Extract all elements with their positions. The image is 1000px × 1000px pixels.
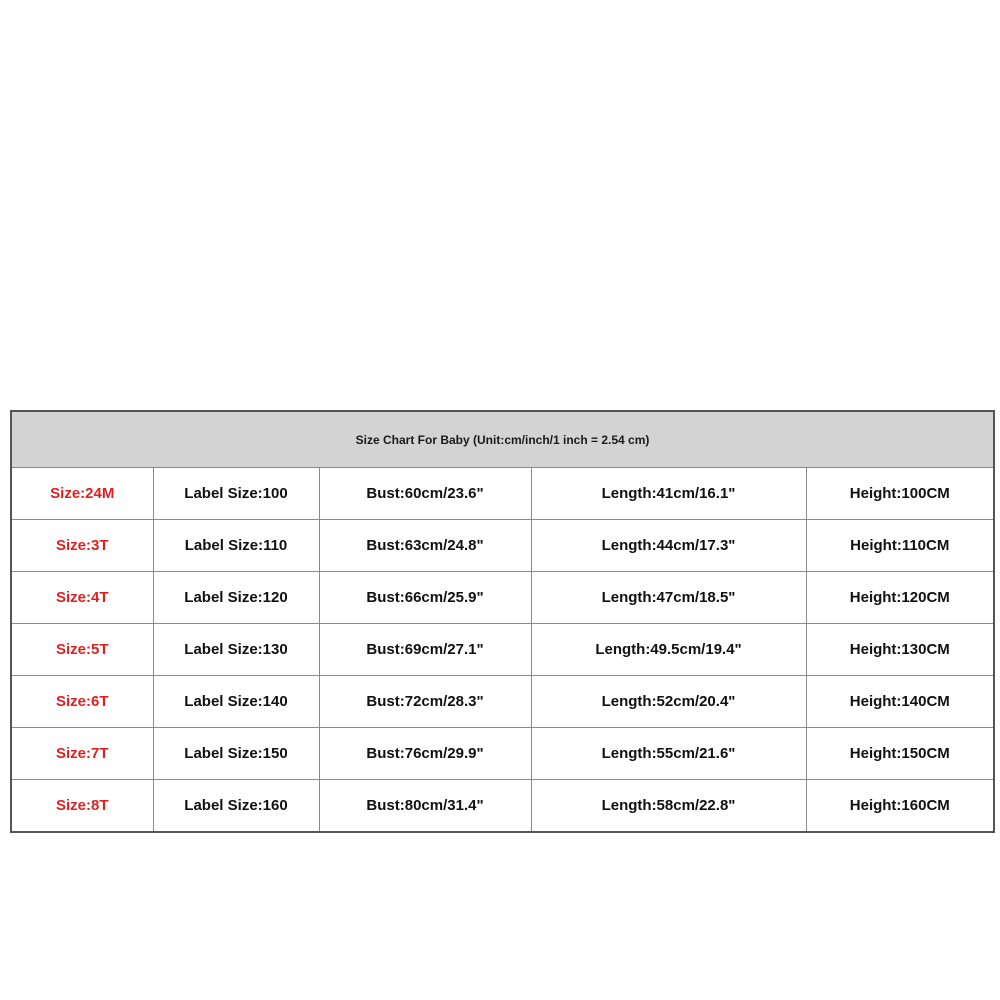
size-cell: Size:5T — [11, 624, 153, 676]
table-row — [11, 572, 994, 624]
length-cell: Length:44cm/17.3" — [531, 520, 806, 572]
label-size-cell: Label Size:100 — [153, 468, 319, 520]
height-cell: Height:130CM — [806, 624, 994, 676]
size-chart-table — [10, 410, 995, 833]
bust-cell: Bust:63cm/24.8" — [319, 520, 531, 572]
height-cell: Height:140CM — [806, 676, 994, 728]
bust-cell: Bust:60cm/23.6" — [319, 468, 531, 520]
bust-cell: Bust:76cm/29.9" — [319, 728, 531, 780]
label-size-cell: Label Size:140 — [153, 676, 319, 728]
height-cell: Height:110CM — [806, 520, 994, 572]
size-cell: Size:6T — [11, 676, 153, 728]
table-row — [11, 676, 994, 728]
length-cell: Length:41cm/16.1" — [531, 468, 806, 520]
size-cell: Size:3T — [11, 520, 153, 572]
height-cell: Height:100CM — [806, 468, 994, 520]
table-row — [11, 780, 994, 833]
length-cell: Length:52cm/20.4" — [531, 676, 806, 728]
label-size-cell: Label Size:120 — [153, 572, 319, 624]
table-row — [11, 624, 994, 676]
size-chart-title-row — [11, 411, 994, 468]
bust-cell: Bust:80cm/31.4" — [319, 780, 531, 833]
height-cell: Height:160CM — [806, 780, 994, 833]
size-cell: Size:8T — [11, 780, 153, 833]
table-row — [11, 520, 994, 572]
label-size-cell: Label Size:160 — [153, 780, 319, 833]
length-cell: Length:55cm/21.6" — [531, 728, 806, 780]
length-cell: Length:49.5cm/19.4" — [531, 624, 806, 676]
size-cell: Size:4T — [11, 572, 153, 624]
height-cell: Height:150CM — [806, 728, 994, 780]
height-cell: Height:120CM — [806, 572, 994, 624]
size-chart-title: Size Chart For Baby (Unit:cm/inch/1 inch = 2.54 cm) — [11, 411, 994, 468]
size-cell: Size:7T — [11, 728, 153, 780]
table-row — [11, 728, 994, 780]
label-size-cell: Label Size:150 — [153, 728, 319, 780]
length-cell: Length:58cm/22.8" — [531, 780, 806, 833]
size-cell: Size:24M — [11, 468, 153, 520]
table-row — [11, 468, 994, 520]
label-size-cell: Label Size:110 — [153, 520, 319, 572]
bust-cell: Bust:69cm/27.1" — [319, 624, 531, 676]
length-cell: Length:47cm/18.5" — [531, 572, 806, 624]
bust-cell: Bust:72cm/28.3" — [319, 676, 531, 728]
label-size-cell: Label Size:130 — [153, 624, 319, 676]
bust-cell: Bust:66cm/25.9" — [319, 572, 531, 624]
